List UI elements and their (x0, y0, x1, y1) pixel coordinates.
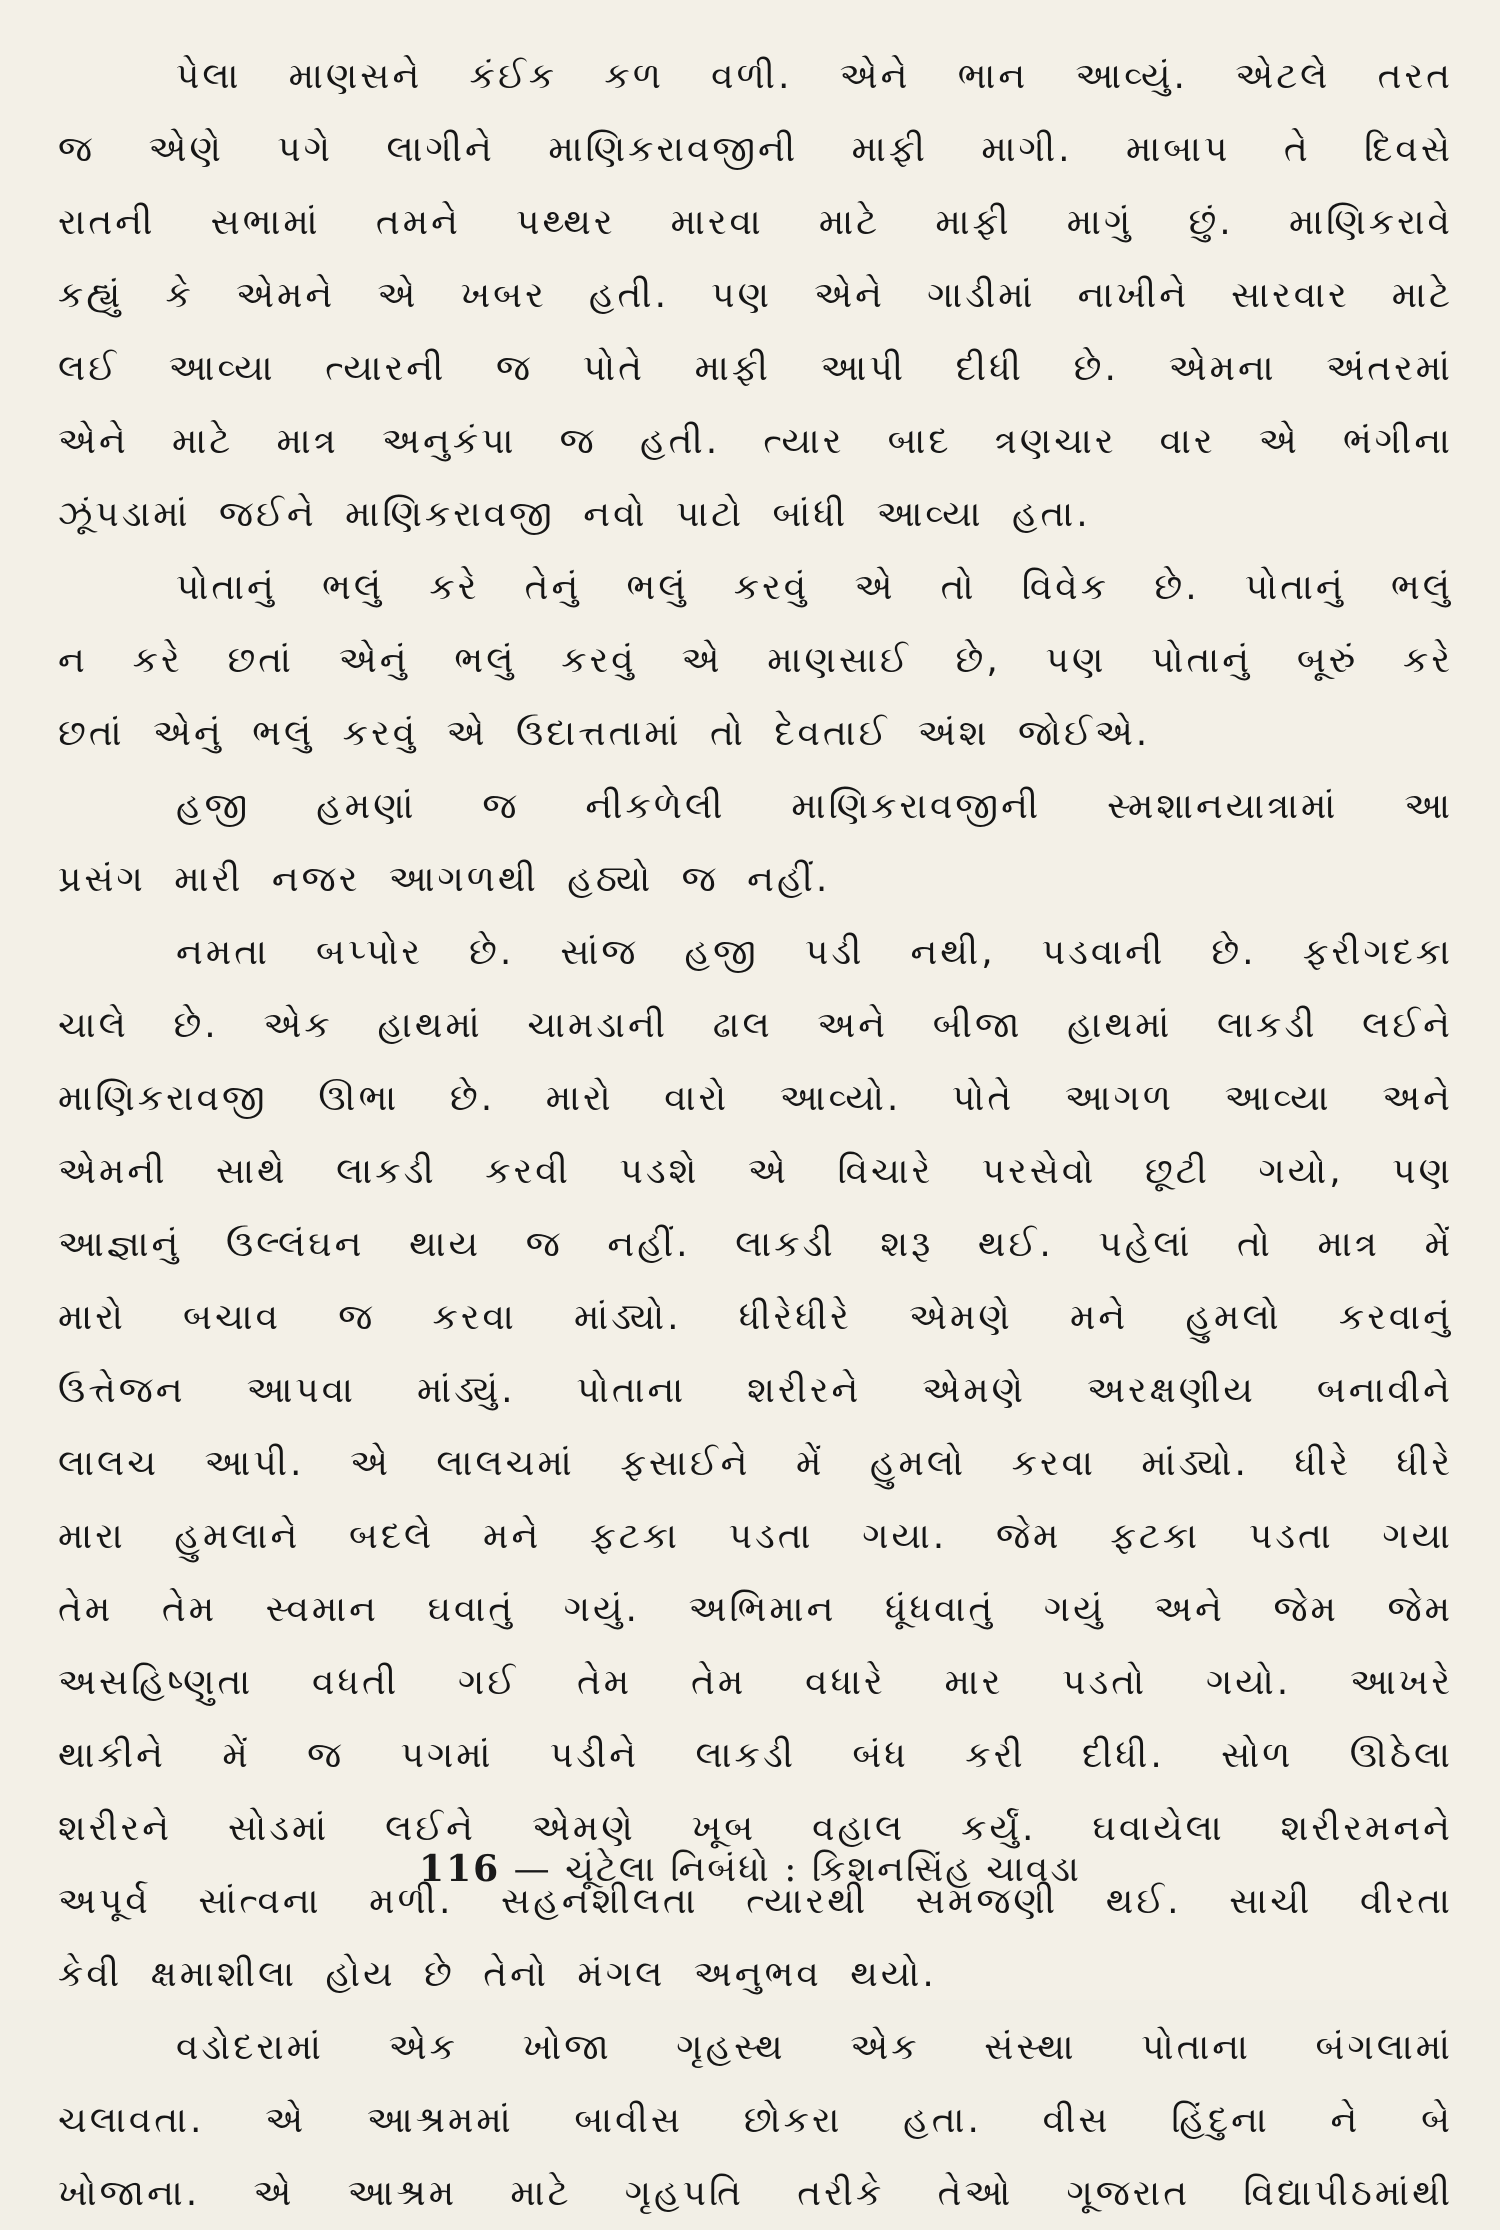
text-line: વડોદરામાં એક ખોજા ગૃહસ્થ એક સંસ્થા પોતાના બંગલામાં (176, 2027, 1453, 2068)
paragraph (58, 916, 1453, 2011)
page-number: 116 (419, 1848, 501, 1890)
body-text (58, 40, 1453, 2230)
text-line: પ્રસંગ મારી નજર આગળથી હઠ્યો જ નહીં. (58, 859, 831, 900)
author-name: કિશનસિંહ ચાવડા (811, 1849, 1081, 1890)
footer-separator: : (784, 1849, 799, 1890)
footer-dash: — (513, 1849, 552, 1890)
text-line: પેલા માણસને કંઈક કળ વળી. એને ભાન આવ્યું. એટલે તરત (176, 56, 1453, 97)
text-line: છતાં એનું ભલું કરવું એ ઉદાત્તતામાં તો દેવતાઈ અંશ જોઈએ. (58, 713, 1151, 754)
text-line: આજ્ઞાનું ઉલ્લંઘન થાય જ નહીં. લાકડી શરૂ થઈ. પહેલાં તો માત્ર મેં (58, 1224, 1453, 1265)
text-line: નમતા બપ્પોર છે. સાંજ હજી પડી નથી, પડવાની છે. ફરીગદકા (176, 932, 1453, 973)
text-line: મારા હુમલાને બદલે મને ફટકા પડતા ગયા. જેમ ફટકા પડતા ગયા (58, 1516, 1453, 1557)
text-line: જ એણે પગે લાગીને માણિકરાવજીની માફી માગી. માબાપ તે દિવસે (58, 129, 1453, 170)
text-line: શરીરને સોડમાં લઈને એમણે ખૂબ વહાલ કર્યું. ઘવાયેલા શરીરમનને (58, 1808, 1453, 1849)
page-footer (0, 1848, 1500, 1891)
text-line: મારો બચાવ જ કરવા માંડ્યો. ધીરેધીરે એમણે મને હુમલો કરવાનું (58, 1297, 1453, 1338)
text-line: ઉત્તેજન આપવા માંડ્યું. પોતાના શરીરને એમણે અરક્ષણીય બનાવીને (58, 1370, 1453, 1411)
paragraph (58, 770, 1453, 916)
book-title: ચૂંટેલા નિબંધો (565, 1849, 771, 1890)
text-line: ચલાવતા. એ આશ્રમમાં બાવીસ છોકરા હતા. વીસ હિંદુના ને બે (58, 2100, 1453, 2141)
text-line: ન કરે છતાં એનું ભલું કરવું એ માણસાઈ છે, પણ પોતાનું બૂરું કરે (58, 640, 1453, 681)
text-line: તેમ તેમ સ્વમાન ઘવાતું ગયું. અભિમાન ધૂંધવાતું ગયું અને જેમ જેમ (58, 1589, 1453, 1630)
text-line: માણિકરાવજી ઊભા છે. મારો વારો આવ્યો. પોતે આગળ આવ્યા અને (58, 1078, 1453, 1119)
text-line: લઈ આવ્યા ત્યારની જ પોતે માફી આપી દીધી છે. એમના અંતરમાં (58, 348, 1453, 389)
text-line: અપૂર્વ સાંત્વના મળી. સહનશીલતા ત્યારથી સમજણી થઈ. સાચી વીરતા (58, 1881, 1453, 1922)
text-line: ચાલે છે. એક હાથમાં ચામડાની ઢાલ અને બીજા હાથમાં લાકડી લઈને (58, 1005, 1453, 1046)
paragraph (58, 40, 1453, 551)
text-line: એને માટે માત્ર અનુકંપા જ હતી. ત્યાર બાદ ત્રણચાર વાર એ ભંગીના (58, 421, 1453, 462)
text-line: લાલચ આપી. એ લાલચમાં ફસાઈને મેં હુમલો કરવા માંડ્યો. ધીરે ધીરે (58, 1443, 1453, 1484)
text-line: પોતાનું ભલું કરે તેનું ભલું કરવું એ તો વિવેક છે. પોતાનું ભલું (176, 567, 1453, 608)
paragraph (58, 551, 1453, 770)
text-line: થાકીને મેં જ પગમાં પડીને લાકડી બંધ કરી દીધી. સોળ ઊઠેલા (58, 1735, 1453, 1776)
text-line: હજી હમણાં જ નીકળેલી માણિકરાવજીની સ્મશાનયાત્રામાં આ (176, 786, 1453, 827)
text-line: કહ્યું કે એમને એ ખબર હતી. પણ એને ગાડીમાં નાખીને સારવાર માટે (58, 275, 1453, 316)
text-line: ખોજાના. એ આશ્રમ માટે ગૃહપતિ તરીકે તેઓ ગૂજરાત વિદ્યાપીઠમાંથી (58, 2173, 1453, 2214)
text-line: અસહિષ્ણુતા વધતી ગઈ તેમ તેમ વધારે માર પડતો ગયો. આખરે (58, 1662, 1453, 1703)
paragraph (58, 2011, 1453, 2230)
text-line: કેવી ક્ષમાશીલા હોય છે તેનો મંગલ અનુભવ થયો. (58, 1954, 937, 1995)
text-line: એમની સાથે લાકડી કરવી પડશે એ વિચારે પરસેવો છૂટી ગયો, પણ (58, 1151, 1453, 1192)
text-line: રાતની સભામાં તમને પથ્થર મારવા માટે માફી માગું છું. માણિકરાવે (58, 202, 1453, 243)
text-line: ઝૂંપડામાં જઈને માણિકરાવજી નવો પાટો બાંધી આવ્યા હતા. (58, 494, 1091, 535)
